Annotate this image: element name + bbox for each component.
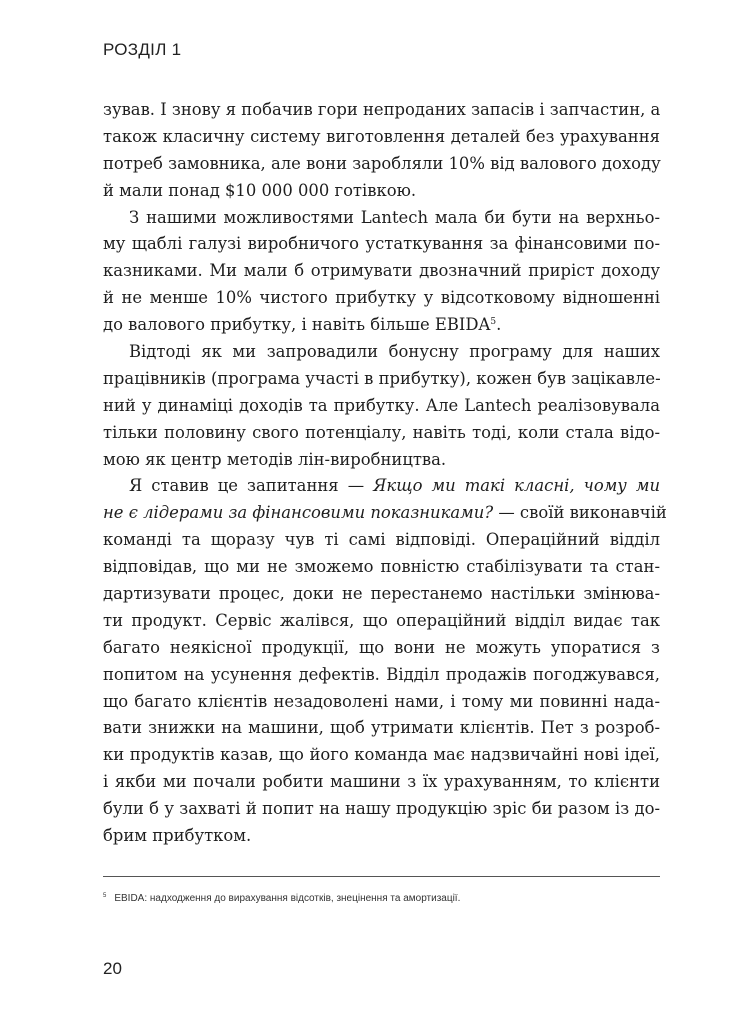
text-line: Відтоді як ми запровадили бонусну програму для наших bbox=[129, 342, 660, 362]
text-line: й не менше 10% чистого прибутку у відсотковому відношенні bbox=[103, 288, 660, 308]
text-line: тільки половину свого потенціалу, навіть тоді, коли стала відо- bbox=[103, 422, 660, 442]
chapter-header: РОЗДІЛ 1 bbox=[103, 40, 182, 59]
text-line: му щаблі галузі виробничого устаткування за фінансовими по- bbox=[103, 234, 660, 254]
text-line: дартизувати процес, доки не перестанемо настільки змінюва- bbox=[103, 584, 660, 604]
text-line: мою як центр методів лін-виробництва. bbox=[103, 449, 447, 469]
text-line: і якби ми почали робити машини з їх урахуванням, то клієнти bbox=[103, 772, 660, 792]
text-span: . bbox=[496, 315, 502, 335]
text-line bbox=[103, 473, 660, 500]
footnote-reference: 5 bbox=[490, 317, 497, 328]
text-line: й мали понад $10 000 000 готівкою. bbox=[103, 180, 417, 200]
text-line: ний у динаміці доходів та прибутку. Але Lantech реалізовувала bbox=[103, 395, 660, 415]
paragraph bbox=[103, 97, 660, 205]
text-line: казниками. Ми мали б отримувати двозначний приріст доходу bbox=[103, 261, 660, 281]
text-line: ки продуктів казав, що його команда має надзвичайні нові ідеї, bbox=[103, 745, 660, 765]
text-line: ти продукт. Сервіс жалівся, що операційний відділ видає так bbox=[103, 610, 660, 630]
text-span: до валового прибутку, і навіть більше EBIDA bbox=[103, 315, 491, 335]
text-line: відповідав, що ми не зможемо повністю стабілізувати та стан- bbox=[103, 557, 660, 577]
text-line: попитом на усунення дефектів. Відділ продажів погоджувався, bbox=[103, 664, 660, 684]
text-line: багато неякісної продукції, що вони не можуть упоратися з bbox=[103, 637, 660, 657]
footnote-divider bbox=[103, 876, 660, 877]
text-line: були б у захваті й попит на нашу продукцію зріс би разом із до- bbox=[103, 799, 660, 819]
text-line: брим прибутком. bbox=[103, 826, 252, 846]
text-line: що багато клієнтів незадоволені нами, і тому ми повинні нада- bbox=[103, 691, 660, 711]
text-line: З нашими можливостями Lantech мала би бути на верхньо- bbox=[129, 207, 660, 227]
text-span: Я ставив це запитання — bbox=[129, 476, 374, 496]
page-number: 20 bbox=[103, 959, 122, 978]
paragraph bbox=[103, 205, 660, 339]
italic-text: Якщо ми такі класні, чому ми bbox=[373, 476, 660, 496]
text-line: зував. І знову я побачив гори непроданих запасів і запчастин, а bbox=[103, 100, 661, 119]
paragraph bbox=[103, 473, 667, 849]
text-span: — своїй виконавчій bbox=[493, 503, 667, 523]
text-line: також класичну систему виготовлення деталей без урахування bbox=[103, 126, 660, 146]
text-line: вати знижки на машини, щоб утримати клієнтів. Пет з розроб- bbox=[103, 718, 660, 738]
footnote bbox=[103, 893, 460, 904]
paragraph bbox=[103, 339, 660, 473]
body-text bbox=[103, 97, 667, 850]
text-line: команді та щоразу чув ті самі відповіді. Операційний відділ bbox=[103, 530, 660, 550]
text-line: потреб замовника, але вони заробляли 10% від валового доходу bbox=[103, 153, 661, 173]
text-line bbox=[103, 500, 667, 527]
text-line: працівників (програма участі в прибутку), кожен був зацікавле- bbox=[103, 368, 661, 388]
text-line bbox=[103, 312, 660, 339]
italic-text: не є лідерами за фінансовими показниками? bbox=[103, 503, 494, 523]
footnote-mark: 5 bbox=[103, 893, 107, 899]
footnote-text: EBIDA: надходження до вирахування відсотків, знецінення та амортизації. bbox=[114, 893, 461, 904]
